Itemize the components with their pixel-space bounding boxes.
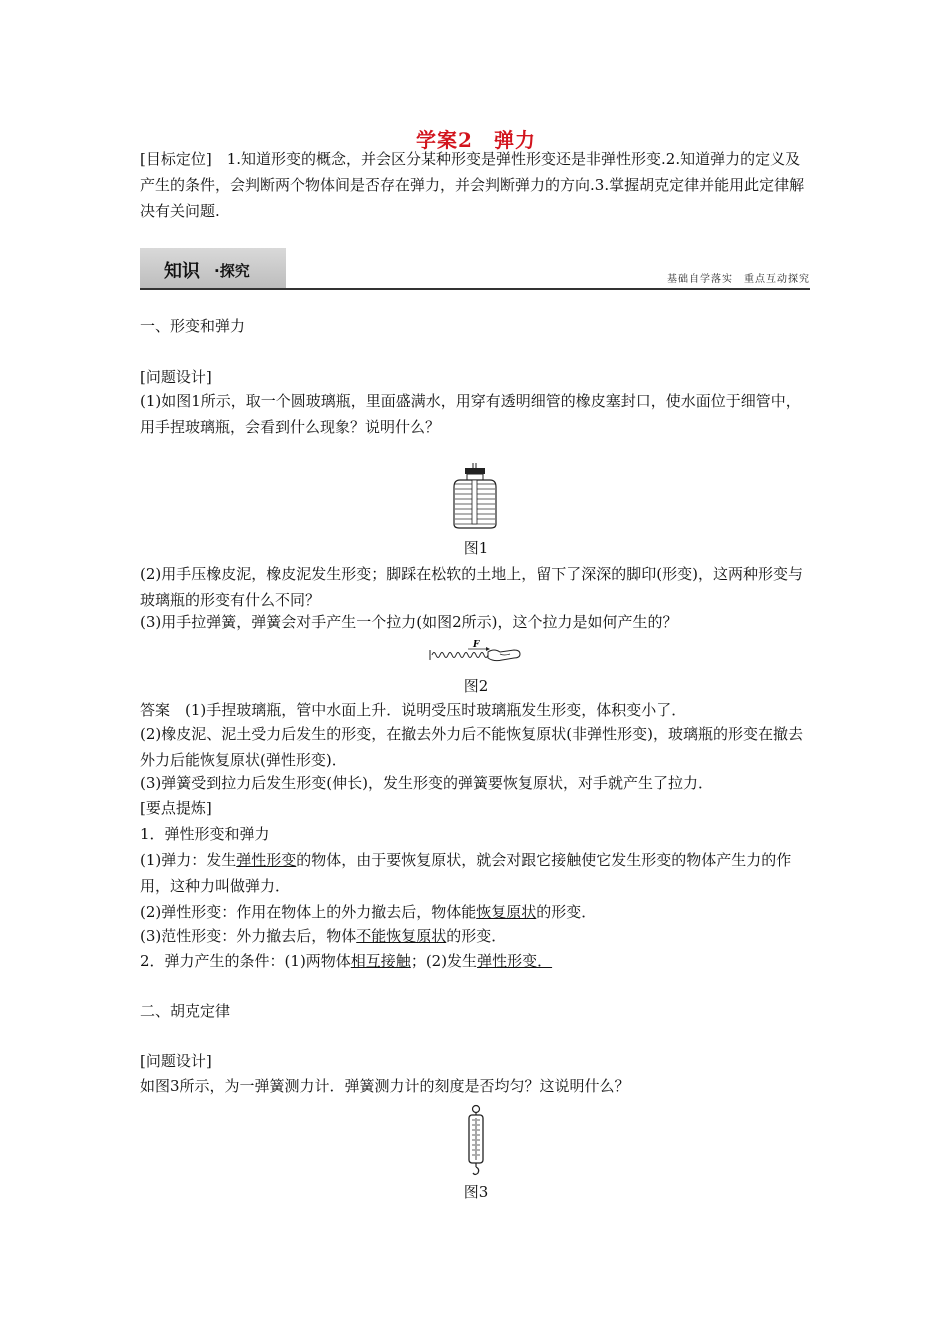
section2-heading: 二、胡克定律 <box>140 1002 231 1020</box>
section-banner <box>140 248 812 292</box>
answer-2: (2)橡皮泥、泥土受力后发生的形变，在撤去外力后不能恢复原状(非弹性形变)，玻璃瓶的形变在撤去外力后能恢复原状(弹性形变)． <box>140 725 803 769</box>
page-title: 学案2 弹力 <box>416 128 536 152</box>
section1-design-label: [问题设计] <box>140 368 212 386</box>
point-1c <box>140 923 812 949</box>
answer-1: 答案 (1)手捏玻璃瓶，管中水面上升．说明受压时玻璃瓶发生形变，体积变小了． <box>140 701 687 719</box>
point-1a-underlined: 弹性形变 <box>236 851 297 869</box>
figure-2-force-label: F <box>473 640 480 650</box>
banner-tab <box>140 248 286 288</box>
point-2-mid: ；(2)发生 <box>410 952 478 970</box>
figure-3-caption: 图3 <box>463 1183 489 1201</box>
point-2-underlined-2: 弹性形变． <box>477 952 553 970</box>
point-1a-post: 的物体，由于要恢复原状，就会对跟它接触使它发生形变的物体产生力的作用，这种力叫做弹力． <box>140 851 792 895</box>
point-1-heading: 1．弹性形变和弹力 <box>140 825 270 843</box>
point-2-pre: 2．弹力产生的条件：(1)两物体 <box>140 952 351 970</box>
point-1c-post: 的形变． <box>446 927 507 945</box>
point-1b <box>140 899 812 925</box>
point-2 <box>140 948 812 974</box>
figure-2-spring <box>428 638 528 666</box>
figure-1-bottle <box>445 462 505 530</box>
point-2-underlined-1: 相互接触 <box>350 952 411 970</box>
question-3: (3)用手拉弹簧，弹簧会对手产生一个拉力(如图2所示)，这个拉力是如何产生的？ <box>140 613 678 631</box>
point-1a <box>140 847 812 899</box>
point-1c-pre: (3)范性形变：外力撤去后，物体 <box>140 927 357 945</box>
objectives-paragraph: [目标定位] 1.知道形变的概念，并会区分某种形变是弹性形变还是非弹性形变.2.知道弹力的定义及产生的条件，会判断两个物体间是否存在弹力，并会判断弹力的方向.3.掌握胡克定律并能用此定律解决有关问题. <box>140 150 805 220</box>
banner-rule <box>140 288 810 290</box>
banner-main-text: 知识 <box>164 261 200 282</box>
point-1c-underlined: 不能恢复原状 <box>356 927 447 945</box>
figure-2-caption: 图2 <box>463 677 489 695</box>
section1-heading: 一、形变和弹力 <box>140 317 246 335</box>
point-1b-underlined: 恢复原状 <box>476 903 537 921</box>
section2-question: 如图3所示，为一弹簧测力计．弹簧测力计的刻度是否均匀？这说明什么？ <box>140 1077 630 1095</box>
point-1b-post: 的形变． <box>536 903 597 921</box>
point-1a-pre: (1)弹力：发生 <box>140 851 237 869</box>
figure-3-spring-scale <box>462 1104 490 1176</box>
section2-design-label: [问题设计] <box>140 1052 212 1070</box>
question-1: (1)如图1所示，取一个圆玻璃瓶，里面盛满水，用穿有透明细管的橡皮塞封口，使水面位于细管中，用手捏玻璃瓶，会看到什么现象？说明什么？ <box>140 392 801 436</box>
question-2: (2)用手压橡皮泥，橡皮泥发生形变；脚踩在松软的土地上，留下了深深的脚印(形变)，这两种形变与玻璃瓶的形变有什么不同？ <box>140 565 803 609</box>
banner-sub-text: ·探究 <box>214 262 250 280</box>
figure-1-caption: 图1 <box>463 539 489 557</box>
banner-right-text: 基础自学落实 重点互动探究 <box>667 274 810 285</box>
answer-3: (3)弹簧受到拉力后发生形变(伸长)，发生形变的弹簧要恢复原状，对手就产生了拉力． <box>140 774 713 792</box>
point-1b-pre: (2)弹性形变：作用在物体上的外力撤去后，物体能 <box>140 903 477 921</box>
key-points-label: [要点提炼] <box>140 799 212 817</box>
